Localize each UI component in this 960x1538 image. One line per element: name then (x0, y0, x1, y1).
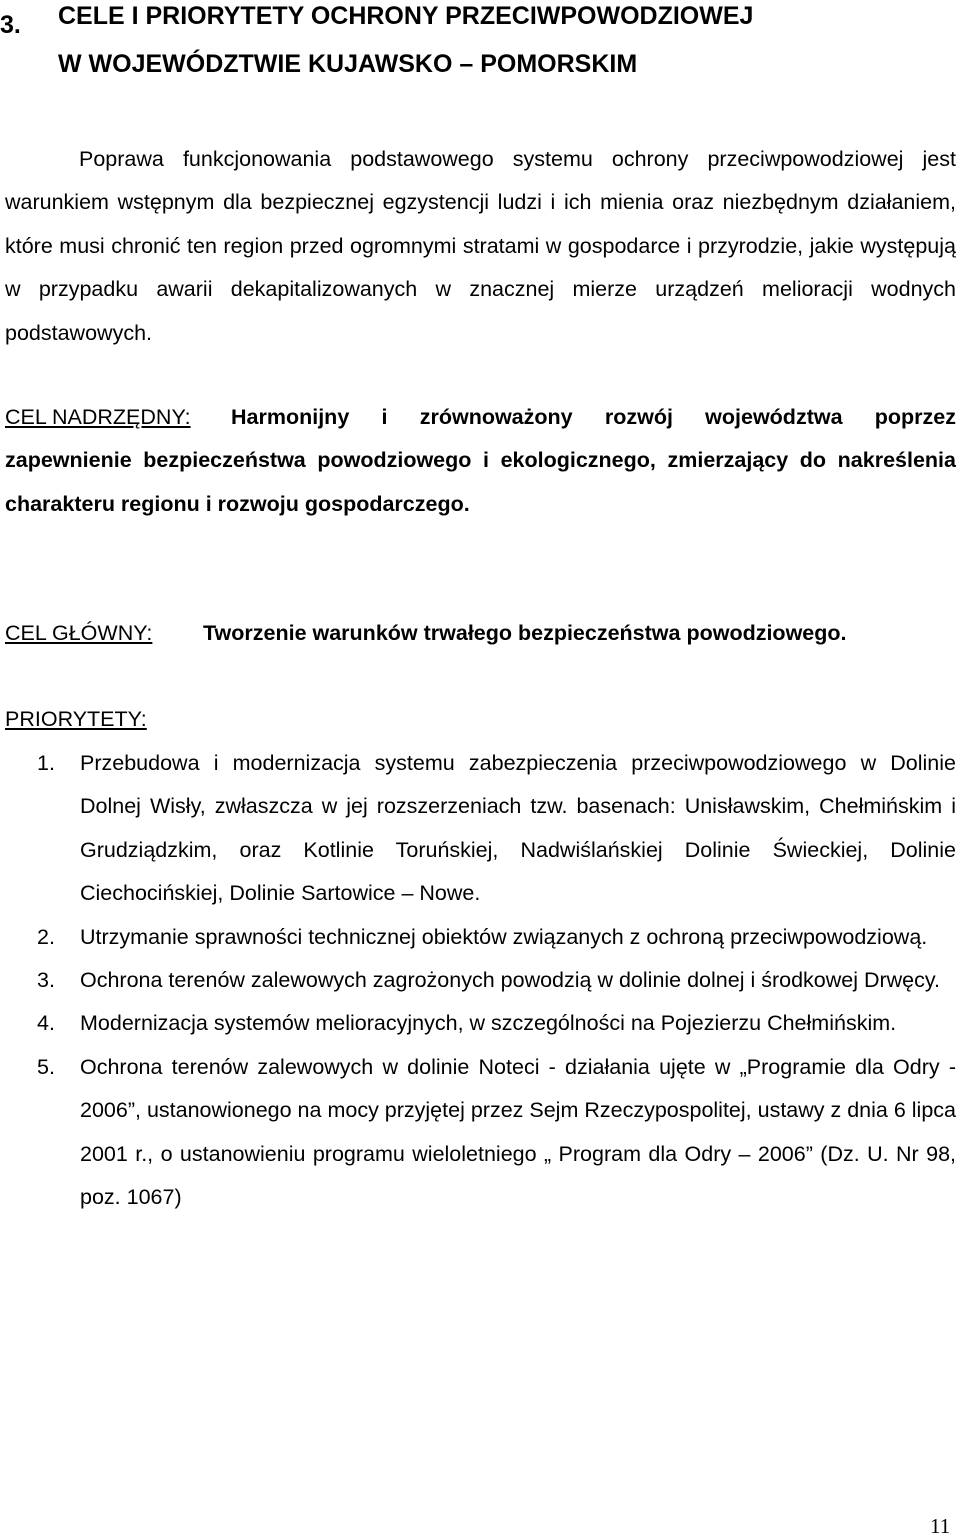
list-item (5, 1046, 956, 1220)
list-item-text: Utrzymanie sprawności technicznej obiektów związanych z ochroną przeciwpowodziową. (80, 924, 928, 949)
section-number: 3. (0, 11, 21, 39)
list-item-text: Przebudowa i modernizacja systemu zabezpieczenia przeciwpowodziowego w Dolinie Dolnej Wisły, zwłaszcza w jej rozszerzeniach tzw. basenach: Unisławskim, Chełmińskim i Grudziądzkim, oraz Kotlinie Toruńskiej, Nadwiślańskiej Dolinie Świeckiej, Dolinie Ciechocińskiej, Dolinie Sartowice – Nowe. (80, 751, 956, 906)
cel-nadrzedny-label: CEL NADRZĘDNY: (5, 405, 191, 429)
list-item-number: 5. (37, 1054, 55, 1079)
list-item-text: Ochrona terenów zalewowych zagrożonych powodzią w dolinie dolnej i środkowej Drwęcy. (80, 968, 941, 993)
list-item-number: 4. (37, 1011, 55, 1036)
cel-nadrzedny-body: Harmonijny i zrównoważony rozwój województwa poprzez zapewnienie bezpieczeństwa powodziowego i ekologicznego, zmierzający do nakreślenia charakteru regionu i rozwoju gospodarczego. (5, 405, 956, 516)
list-item-number: 1. (37, 751, 55, 775)
list-item (5, 916, 956, 959)
section-title-line-1: CELE I PRIORYTETY OCHRONY PRZECIWPOWODZIOWEJ (58, 2, 754, 30)
list-item-text: Modernizacja systemów melioracyjnych, w szczególności na Pojezierzu Chełmińskim. (80, 1011, 897, 1036)
list-item-number: 2. (37, 924, 55, 949)
cel-nadrzedny-text (5, 396, 956, 526)
list-item-text: Ochrona terenów zalewowych w dolinie Noteci - działania ujęte w „Programie dla Odry - 2006”, ustanowionego na mocy przyjętej przez Sejm Rzeczypospolitej, ustawy z dnia 6 lipca 2001 r., o ustanowieniu programu wieloletniego „ Program dla Odry – 2006” (Dz. U. Nr 98, poz. 1067) (80, 1054, 956, 1210)
list-item-number: 3. (37, 968, 55, 993)
list-item (5, 742, 956, 916)
intro-paragraph: Poprawa funkcjonowania podstawowego systemu ochrony przeciwpowodziowej jest warunkiem wstępnym dla bezpiecznej egzystencji ludzi i ich mienia oraz niezbędnym działaniem, które musi chronić ten region przed ogromnymi stratami w gospodarce i przyrodzie, jakie występują w przypadku awarii dekapitalizowanych w znacznej mierze urządzeń melioracji wodnych podstawowych. (5, 147, 956, 345)
cel-glowny-label: CEL GŁÓWNY: (5, 621, 153, 645)
list-item (5, 1002, 956, 1045)
cel-glowny-text: Tworzenie warunków trwałego bezpieczeństwa powodziowego. (203, 621, 847, 645)
section-title-line-2: W WOJEWÓDZTWIE KUJAWSKO – POMORSKIM (58, 50, 638, 78)
priorytety-list (5, 742, 956, 1219)
page-number: 11 (930, 1514, 951, 1538)
list-item (5, 959, 956, 1002)
priorytety-label: PRIORYTETY: (5, 707, 147, 731)
